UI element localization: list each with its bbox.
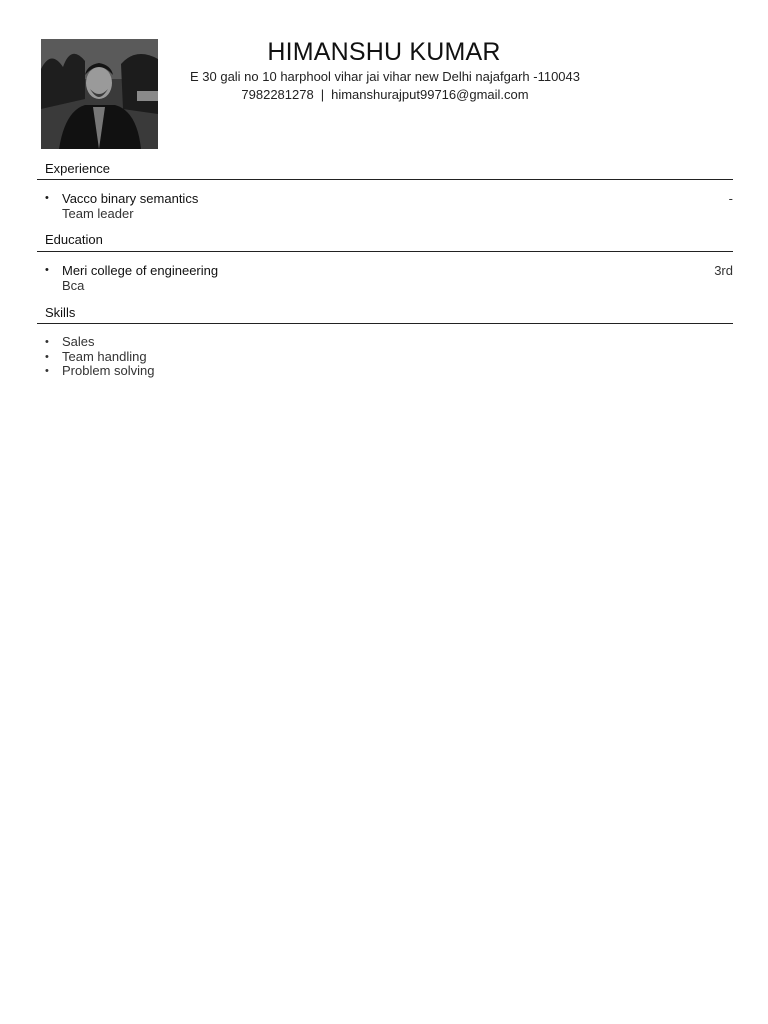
contact-line (170, 87, 600, 102)
bullet: • (45, 336, 49, 348)
phone-number: 7982281278 (241, 87, 314, 102)
email-address: himanshurajput99716@gmail.com (331, 87, 529, 102)
bullet: • (45, 350, 49, 363)
section-title-experience: Experience (45, 161, 111, 176)
education-year: 3rd (714, 263, 733, 278)
skill-label: Sales (62, 334, 95, 349)
bullet: • (45, 365, 49, 377)
address: E 30 gali no 10 harphool vihar jai vihar new Delhi najafgarh -110043 (189, 69, 580, 84)
section-divider (37, 323, 733, 324)
skill-label: Team handling (62, 348, 147, 364)
list-item (45, 350, 345, 365)
skills-list (45, 335, 345, 379)
experience-date: - (728, 191, 733, 206)
experience-role: Team leader (62, 206, 134, 221)
bullet: • (45, 192, 49, 204)
education-degree: Bca (62, 278, 85, 293)
section-divider (37, 179, 733, 180)
contact-separator: | (320, 87, 325, 102)
list-item (45, 335, 345, 350)
experience-company: Vacco binary semantics (62, 191, 199, 206)
section-title-education: Education (45, 232, 103, 247)
experience-entry (45, 191, 733, 221)
section-divider (37, 251, 733, 252)
education-entry (45, 263, 733, 293)
candidate-name: HIMANSHU KUMAR (267, 38, 501, 66)
bullet: • (45, 264, 49, 276)
skill-label: Problem solving (62, 363, 155, 378)
education-institution: Meri college of engineering (62, 263, 219, 278)
list-item (45, 364, 345, 379)
section-title-skills: Skills (45, 305, 76, 320)
